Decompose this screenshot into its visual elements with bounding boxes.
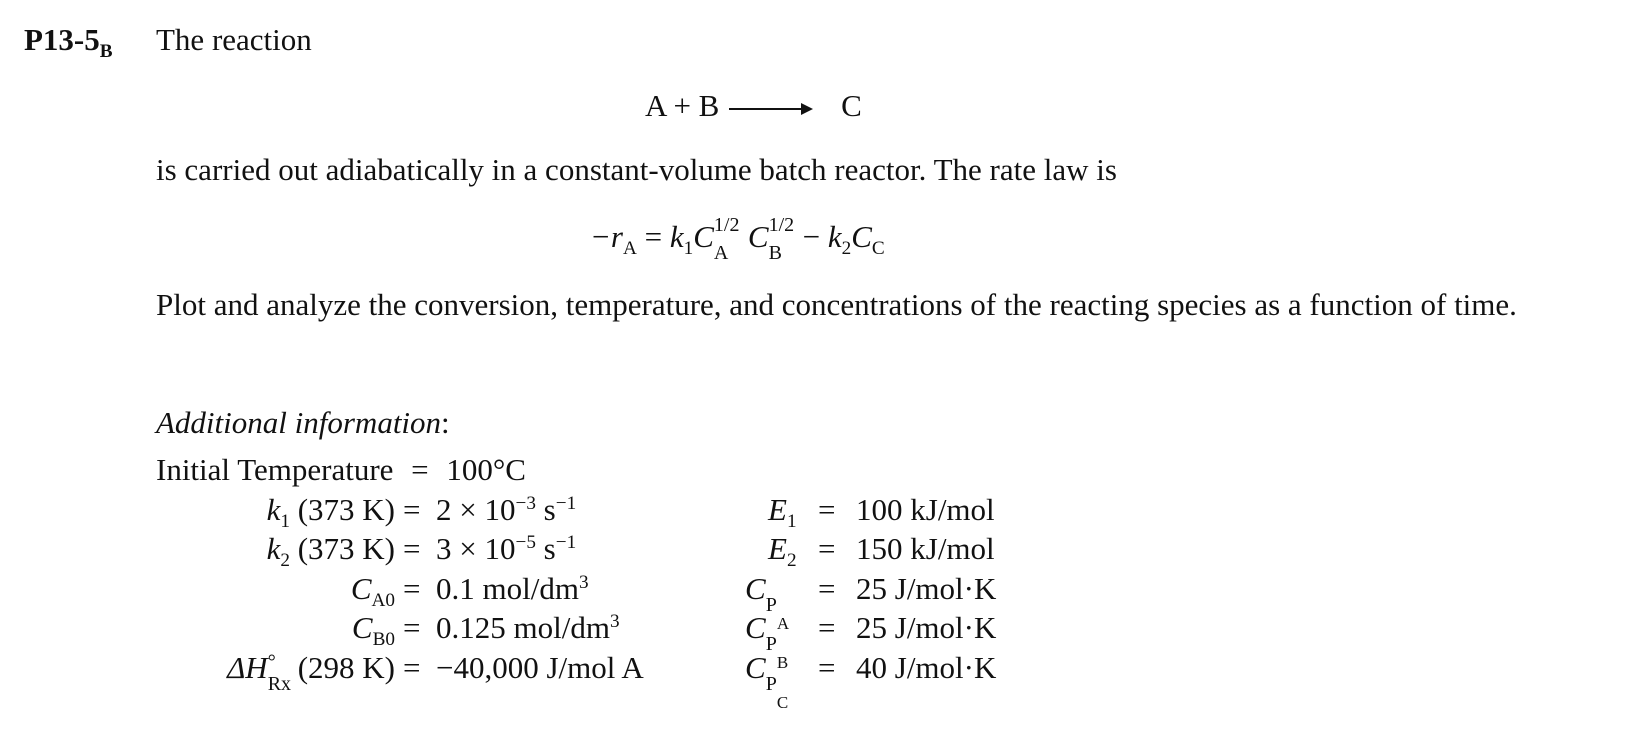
problem-number: $P13-5_B$ [24, 22, 113, 62]
cpa-label: $C_{PA}$ [745, 571, 790, 633]
initial-temperature-row: Initial Temperature = 100°C [156, 452, 526, 487]
e1-label: $E_1$ [768, 492, 797, 532]
cb0-label: $C_{B0}$ [351, 610, 395, 650]
cpc-value: 40 J/mol·K [856, 650, 997, 685]
reactant-a: A [645, 88, 666, 123]
cb0-value: 0.125 mol/$dm^3$ [436, 610, 620, 645]
reaction-arrow-icon [729, 108, 811, 110]
initial-temperature-value: 100°C [446, 452, 526, 487]
ca0-label: $C_{A0}$ [350, 571, 395, 611]
e2-label: $E_2$ [768, 531, 797, 571]
ca0-value: 0.1 mol/$dm^3$ [436, 571, 589, 606]
rate-law-equation: $-r_A = k_1C$ 1/2 A C 1/2 B − $k_2C_C$ [590, 214, 885, 264]
k1-value: $2 \times 10^{-3}$ $s^{-1}$ [436, 492, 577, 527]
e1-value: 100 kJ/mol [856, 492, 995, 527]
cpb-label: $C_{PB}$ [745, 610, 789, 672]
cpa-value: 25 J/mol·K [856, 571, 997, 606]
equals-sign: = [818, 492, 836, 527]
reaction-equation [645, 88, 862, 124]
equals-sign: = [403, 650, 421, 685]
cpc-label: $C_{PC}$ [745, 650, 789, 712]
additional-information-heading: Additional information: [156, 405, 450, 440]
initial-temperature-label: Initial Temperature [156, 452, 394, 487]
equals-sign: = [818, 650, 836, 685]
equals-sign: = [403, 531, 421, 566]
heat-of-reaction-label: ΔH ° Rx (298 K) [227, 650, 395, 695]
equals-sign: = [818, 610, 836, 645]
equals-sign: = [818, 531, 836, 566]
equals-sign: = [403, 571, 421, 606]
e2-value: 150 kJ/mol [856, 531, 995, 566]
equals-sign: = [403, 492, 421, 527]
task-sentence: Plot and analyze the conversion, temperature, and concentrations of the reacting species as a function of time. [156, 287, 1517, 322]
intro-text: The reaction [156, 22, 312, 57]
product-c: C [841, 88, 862, 123]
k2-label: $k_2$ (373 K) [266, 531, 395, 571]
heat-of-reaction-value: −40,000 J/mol A [436, 650, 644, 685]
k2-value: $3 \times 10^{-5}$ $s^{-1}$ [436, 531, 577, 566]
reactant-b: B [698, 88, 720, 123]
plus-sign: + [673, 88, 691, 123]
cpb-value: 25 J/mol·K [856, 610, 997, 645]
equals-sign: = [818, 571, 836, 606]
description-sentence: is carried out adiabatically in a constant-volume batch reactor. The rate law is [156, 152, 1117, 187]
equals-sign: = [403, 610, 421, 645]
k1-label: $k_1$ (373 K) [266, 492, 395, 532]
